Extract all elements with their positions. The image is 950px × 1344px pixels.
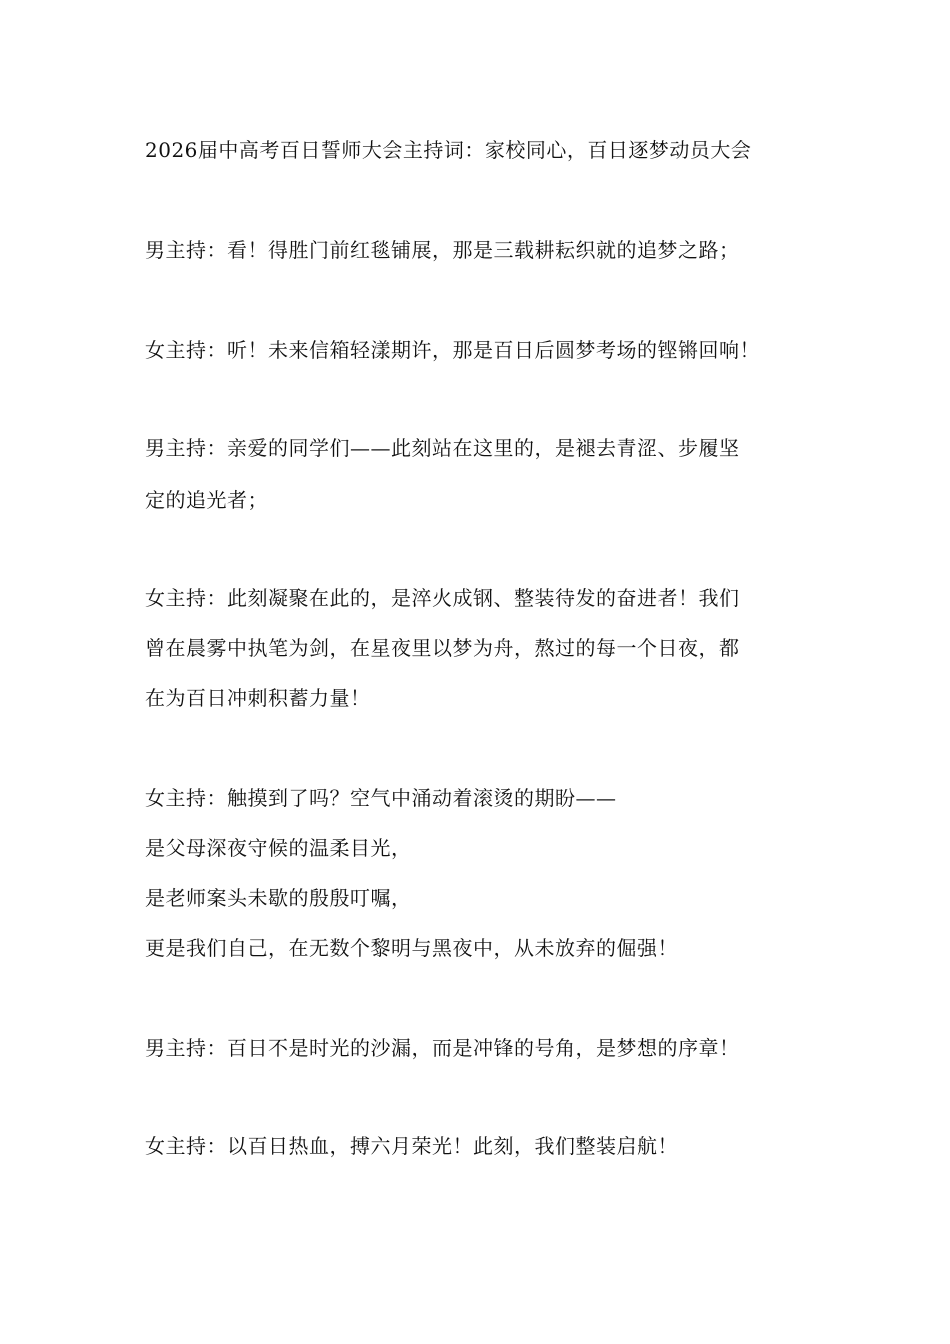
paragraph-line: 曾在晨雾中执笔为剑，在星夜里以梦为舟，熬过的每一个日夜，都	[145, 636, 740, 660]
paragraph-line: 男主持：看！得胜门前红毯铺展，那是三载耕耘织就的追梦之路；	[145, 238, 740, 262]
paragraph-line: 男主持：亲爱的同学们——此刻站在这里的，是褪去青涩、步履坚	[145, 436, 740, 460]
document-title: 2026届中高考百日誓师大会主持词：家校同心，百日逐梦动员大会	[145, 138, 752, 162]
paragraph-line: 男主持：百日不是时光的沙漏，而是冲锋的号角，是梦想的序章！	[145, 1036, 740, 1060]
paragraph-line: 定的追光者；	[145, 488, 268, 512]
paragraph-line: 在为百日冲刺积蓄力量！	[145, 686, 371, 710]
paragraph-line: 是老师案头未歇的殷殷叮嘱，	[145, 886, 412, 910]
paragraph-line: 女主持：触摸到了吗？空气中涌动着滚烫的期盼——	[145, 786, 617, 810]
paragraph-line: 女主持：此刻凝聚在此的，是淬火成钢、整装待发的奋进者！我们	[145, 586, 740, 610]
paragraph-line: 女主持：以百日热血，搏六月荣光！此刻，我们整装启航！	[145, 1134, 678, 1158]
paragraph-line: 是父母深夜守候的温柔目光，	[145, 836, 412, 860]
paragraph-line: 女主持：听！未来信箱轻漾期许，那是百日后圆梦考场的铿锵回响！	[145, 338, 760, 362]
paragraph-line: 更是我们自己，在无数个黎明与黑夜中，从未放弃的倔强！	[145, 936, 678, 960]
